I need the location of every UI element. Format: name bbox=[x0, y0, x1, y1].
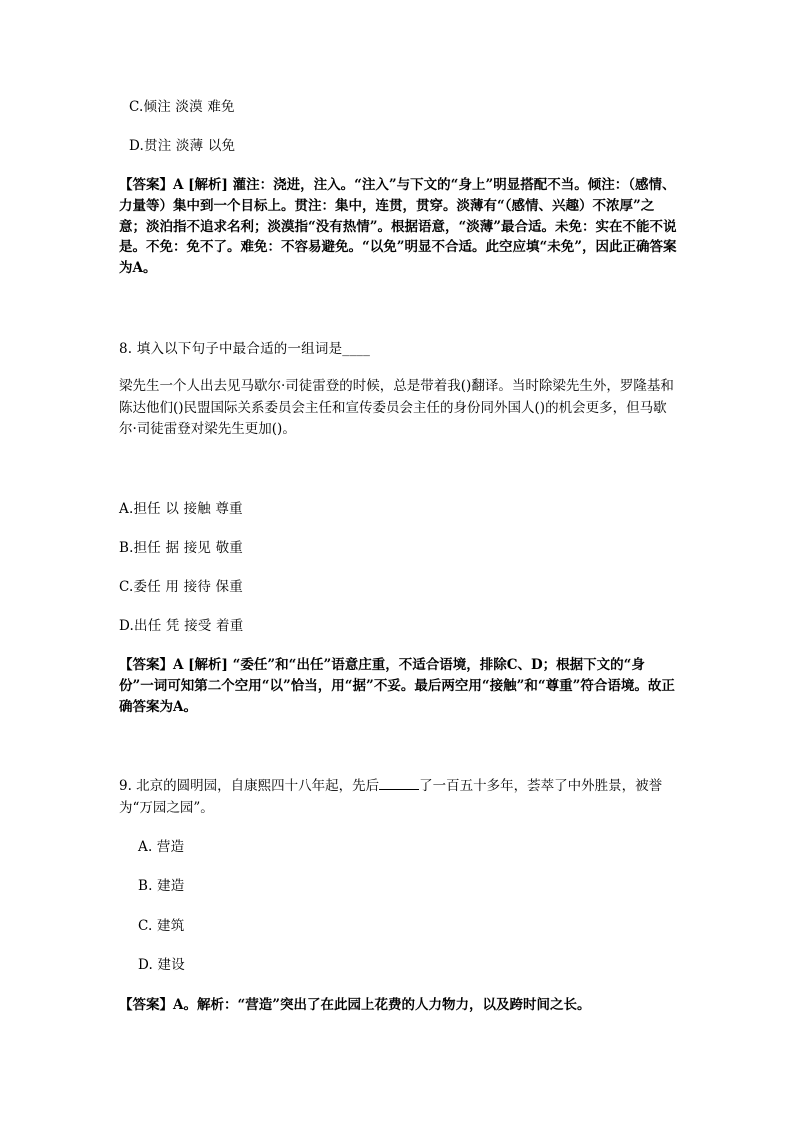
q8-option-c: C.委任 用 接待 保重 bbox=[119, 579, 243, 595]
q9-option-d: D. 建设 bbox=[138, 957, 185, 973]
q7-answer-text: A [解析] 灌注：浇进，注入。“注入”与下文的“身上”明显搭配不当。倾注：（感情、力量等）集中到一个目标上。贯注：集中，连贯，贯穿。淡薄有“（感情、兴趣）不浓厚”之意；淡泊指不追求名利；淡漠指“没有热情”。根据语意，“淡薄”最合适。未免：实在不能不说是。不免：免不了。难免：不容易避免。“以免”明显不合适。此空应填“未免”，因此正确答案为A。 bbox=[119, 177, 677, 277]
q7-answer-tag: 【答案】 bbox=[119, 177, 173, 193]
q8-passage: 梁先生一个人出去见马歇尔·司徒雷登的时候，总是带着我()翻译。当时除梁先生外，罗隆基和陈达他们()民盟国际关系委员会主任和宣传委员会主任的身份同外国人()的机会更多，但马歇尔·司徒雷登对梁先生更加()。 bbox=[119, 378, 674, 437]
q9-option-a: A. 营造 bbox=[138, 839, 185, 855]
q8-answer-text: A [解析] “委任”和“出任”语意庄重，不适合语境，排除C、D；根据下文的“身份”一词可知第二个空用“以”恰当，用“据”不妥。最后两空用“接触”和“尊重”符合语境。故正确答案为A。 bbox=[119, 657, 675, 715]
q9-blank bbox=[379, 788, 419, 790]
q9-answer bbox=[119, 995, 679, 1016]
q9-option-b: B. 建造 bbox=[138, 878, 185, 894]
q8-question: 8. 填入以下句子中最合适的一组词是____ bbox=[119, 341, 371, 357]
q7-option-d: D.贯注 淡薄 以免 bbox=[129, 138, 236, 154]
q9-question-part2: 了一百五十多年，荟萃了中外胜景，被誉为“万园之园”。 bbox=[119, 778, 663, 816]
q9-answer-text: A。解析：“营造”突出了在此园上花费的人力物力，以及跨时间之长。 bbox=[173, 997, 591, 1013]
q9-option-c: C. 建筑 bbox=[138, 918, 185, 934]
q9-answer-tag: 【答案】 bbox=[119, 997, 173, 1013]
q8-option-d: D.出任 凭 接受 着重 bbox=[119, 618, 244, 634]
q8-option-a: A.担任 以 接触 尊重 bbox=[119, 501, 243, 517]
q7-answer bbox=[119, 175, 679, 279]
q9-question-part1: 9. 北京的圆明园，自康熙四十八年起，先后 bbox=[119, 778, 380, 794]
q8-option-b: B.担任 据 接见 敬重 bbox=[119, 540, 243, 556]
q7-option-c: C.倾注 淡漠 难免 bbox=[129, 99, 235, 115]
q8-answer bbox=[119, 655, 679, 717]
q9-question bbox=[119, 776, 679, 819]
q8-answer-tag: 【答案】 bbox=[119, 657, 173, 673]
